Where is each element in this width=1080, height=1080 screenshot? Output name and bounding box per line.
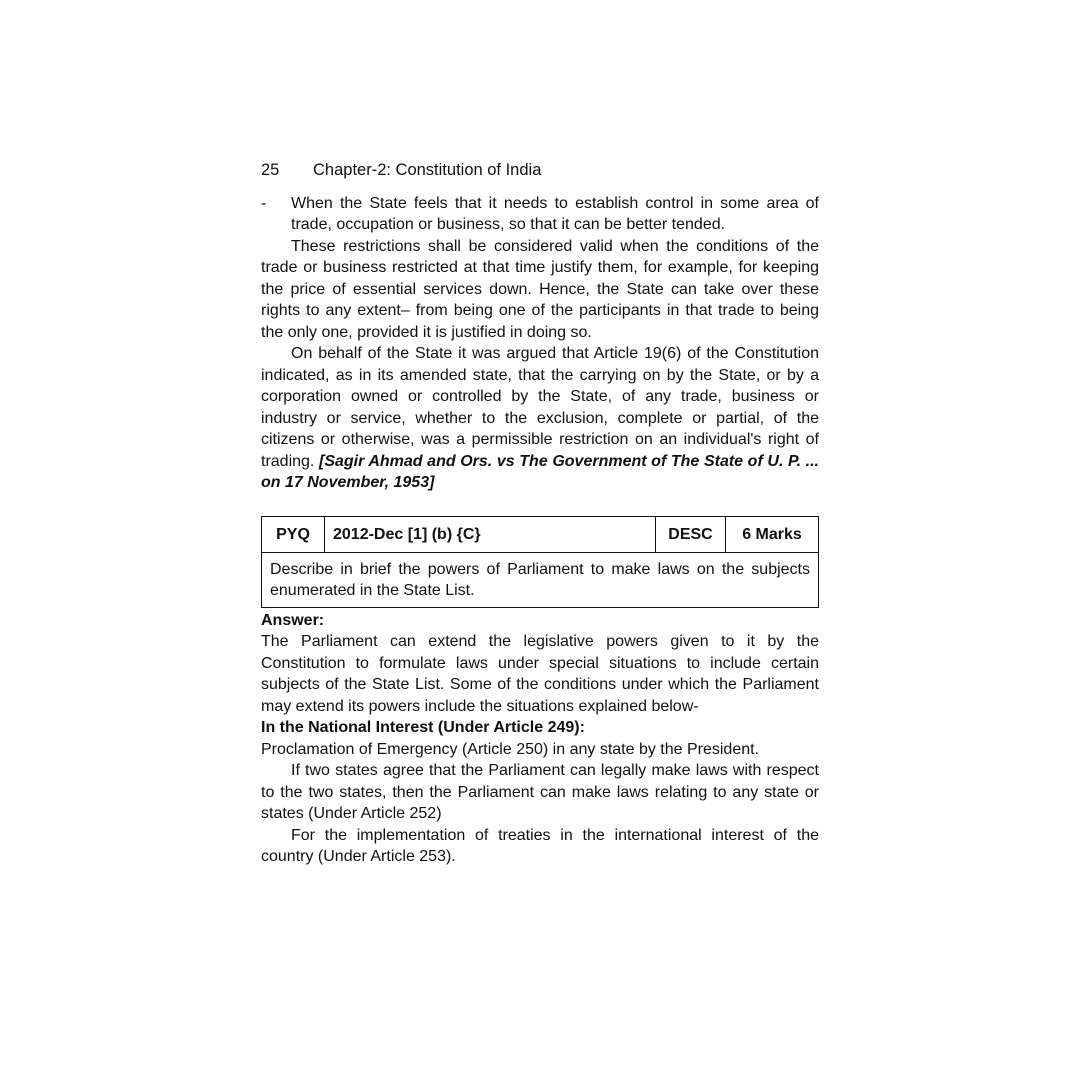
bullet-text: When the State feels that it needs to establish control in some area of trade, occupation or business, so that it can be better tended. [291, 194, 819, 233]
paragraph-state-argument [261, 343, 819, 494]
answer-two-states-paragraph: If two states agree that the Parliament can legally make laws with respect to the two states, then the Parliament can make laws relating to any state or states (Under Article 252) [261, 762, 819, 822]
paragraph-state-argument-text: On behalf of the State it was argued that Article 19(6) of the Constitution indicated, as in its amended state, that the carrying on by the State, or by a corporation owned or controlled by the State, of any trade, business or industry or service, whether to the exclusion, complete or partial, of the citizens or otherwise, was a permissible restriction on an individual's right of trading. [261, 345, 819, 470]
chapter-title: Chapter-2: Constitution of India [313, 161, 542, 179]
answer-label: Answer: [261, 611, 325, 629]
answer-emergency-line: Proclamation of Emergency (Article 250) in any state by the President. [261, 740, 760, 758]
question-text-cell: Describe in brief the powers of Parliament to make laws on the subjects enumerated in the State List. [262, 552, 819, 607]
answer-intro: The Parliament can extend the legislative powers given to it by the Constitution to formulate laws under special situations to include certain subjects of the State List. Some of the conditions under which the Parliament may extend its powers include the situations explained below- [261, 633, 819, 715]
document-page [261, 160, 819, 868]
question-body-row [262, 552, 819, 607]
question-type-cell: PYQ [262, 516, 325, 552]
page-header [261, 160, 819, 182]
answer-treaties-paragraph: For the implementation of treaties in the international interest of the country (Under Article 253). [261, 826, 819, 865]
question-table [261, 516, 819, 608]
answer-subheading: In the National Interest (Under Article 249): [261, 719, 585, 736]
bullet-item [261, 193, 819, 236]
page-number: 25 [261, 161, 280, 179]
question-code-cell: 2012-Dec [1] (b) {C} [325, 516, 656, 552]
question-category-cell: DESC [656, 516, 726, 552]
bullet-dash: - [261, 194, 267, 212]
question-header-row [262, 516, 819, 552]
question-marks-cell: 6 Marks [726, 516, 819, 552]
case-citation: [Sagir Ahmad and Ors. vs The Government of The State of U. P. ... on 17 November, 1953] [261, 452, 819, 491]
paragraph-restrictions: These restrictions shall be considered valid when the conditions of the trade or business restricted at that time justify them, for example, for keeping the price of essential services down. Hence, the State can take over these rights to any extent– from being one of the participants in that trade to being the only one, provided it is justified in doing so. [261, 237, 819, 341]
